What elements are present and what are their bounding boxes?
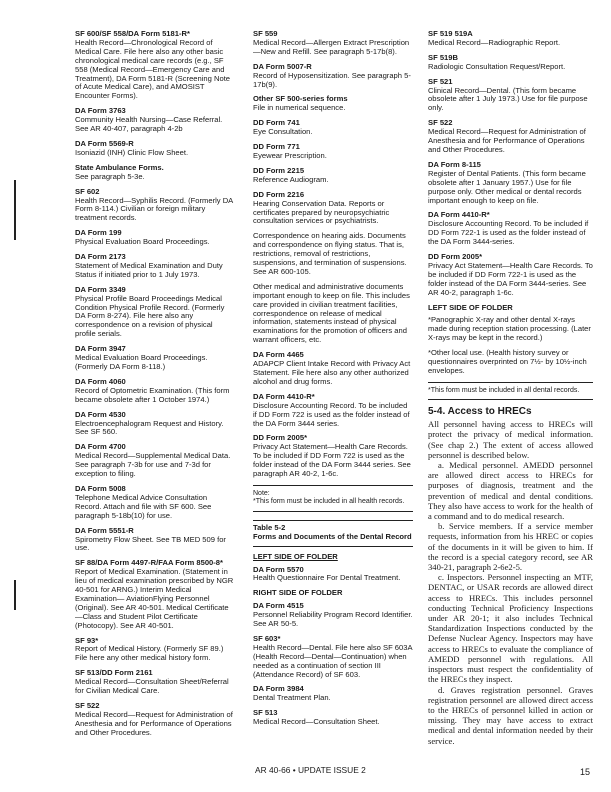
- form-description: Report of Medical History. (Formerly SF 89.) File here any other medical history form.: [75, 644, 224, 663]
- form-id: DA Form 4465: [253, 350, 304, 360]
- form-id: DA Form 5570: [253, 564, 304, 574]
- form-description: Spirometry Flow Sheet. See TB MED 509 for use.: [75, 534, 226, 553]
- form-description: Medical Record—Allergen Extract Prescription—New and Refill. See paragraph 5-17b(8).: [253, 37, 410, 56]
- section-paragraph: All personnel having access to HRECs will protect the privacy of medical information. (See chap 2.) The extent of access allowed personnel is described below.: [428, 419, 593, 460]
- form-id: DD Form 2215: [253, 165, 305, 175]
- column-left: [75, 30, 235, 744]
- form-description: Clinical Record—Dental. (This form became obsolete after 1 July 1973.) Use for file purpose only.: [428, 85, 588, 113]
- table-number: Table 5-2: [253, 522, 286, 532]
- form-description: Medical Record—Supplemental Medical Data. See paragraph 7-3b for use and 7-3d for exception to filing.: [75, 451, 231, 479]
- form-entry: [428, 253, 593, 298]
- form-entry: [428, 30, 593, 48]
- form-id: DA Form 5007-R: [253, 61, 312, 71]
- form-id: SF 519 519A: [428, 29, 473, 38]
- form-entry: [253, 95, 413, 113]
- form-description: Record of Optometric Examination. (This form became obsolete after 1 October 1974.): [75, 385, 230, 404]
- form-entry: [253, 63, 413, 90]
- form-id: DD Form 771: [253, 142, 300, 152]
- form-entry: [75, 378, 235, 405]
- section-heading: 5-4. Access to HRECs: [428, 406, 532, 418]
- form-id: Other SF 500-series forms: [253, 94, 348, 104]
- form-id: DA Form 4410-R*: [253, 391, 315, 401]
- form-description: Hearing Conservation Data. Reports or certificates prepared by neuropsychiatric consultation services or psychiatrists.: [253, 198, 390, 226]
- section-paragraph: b. Service members. If a service member requests, information from his HREC or copies of the documents in it will be given to him. If the record is a special category record, see AR 340-21, paragraph 2-6e2-5.: [428, 521, 593, 573]
- form-entry: [253, 351, 413, 387]
- form-entry: [428, 54, 593, 72]
- form-description: Other medical and administrative documents important enough to keep on file. This includes care provided in civilian treatment facilities, correspondence on release of medical information, statements instead of physical examinations for the promotion of officers and warrant officers, etc.: [253, 281, 410, 345]
- note-label: Note:: [253, 489, 270, 497]
- table-caption: [253, 520, 413, 542]
- form-entry: [253, 191, 413, 227]
- left-side-label: LEFT SIDE OF FOLDER: [428, 302, 513, 312]
- form-id: DA Form 4410-R*: [428, 210, 490, 220]
- form-entry: [75, 443, 235, 479]
- form-description: Physical Evaluation Board Proceedings.: [75, 237, 210, 247]
- form-id: DA Form 3349: [75, 284, 126, 294]
- form-description: Disclosure Accounting Record. To be included if DD Form 722-1 is used as the folder instead of the DA Form 3444-series.: [428, 219, 589, 247]
- form-description: Health Questionnaire For Dental Treatment.: [253, 573, 401, 583]
- form-id: SF 93*: [75, 635, 99, 645]
- form-id: SF 603*: [253, 633, 281, 643]
- form-description: Medical Record—Consultation Sheet.: [253, 717, 380, 727]
- form-description: File in numerical sequence.: [253, 103, 346, 113]
- form-entry: [75, 286, 235, 339]
- note-text: *This form must be included in all health records.: [253, 498, 405, 506]
- form-description: Correspondence on hearing aids. Documents and correspondence on flying status. That is, restrictions, removal of restrictions, suspensions, and termination of suspensions. See AR 600-105.: [253, 231, 407, 276]
- form-entry: [75, 140, 235, 158]
- form-id: DA Form 199: [75, 228, 122, 238]
- form-entry: [253, 232, 413, 277]
- form-description: Health Record—Dental. File here also SF 603A (Health Record—Dental—Continuation) when needed as a continuation of section III (Attendance Record) of SF 603.: [253, 642, 413, 679]
- form-description: Medical Record—Consultation Sheet/Referral for Civilian Medical Care.: [75, 677, 229, 696]
- page-footer: AR 40-66 • UPDATE ISSUE 2: [255, 765, 366, 775]
- column-middle: [253, 30, 413, 733]
- section-paragraph: a. Medical personnel. AMEDD personnel are allowed direct access to HRECs for purposes of diagnosis, treatment and the prevention of medical and dental conditions. They also have access to work for the health of a command and to do medical research.: [428, 460, 593, 522]
- form-id: DA Form 2173: [75, 252, 126, 262]
- form-id: DA Form 3947: [75, 344, 126, 354]
- form-entry: [75, 345, 235, 372]
- form-entry: [253, 685, 413, 703]
- form-description: Medical Record—Request for Administration of Anesthesia and for Performance of Operations and Other Procedures.: [428, 127, 586, 154]
- binder-mark: [14, 580, 16, 610]
- form-id: SF 519B: [428, 52, 458, 62]
- form-entry: [75, 30, 235, 101]
- form-entry: [253, 167, 413, 185]
- form-entry: [75, 164, 235, 182]
- binder-mark: [14, 180, 16, 240]
- form-id: SF 522: [428, 118, 453, 128]
- form-description: Electroencephalogram Request and History. See SF 560.: [75, 418, 224, 437]
- form-entry: [253, 566, 413, 584]
- note-text: *This form must be included in all dental records.: [428, 386, 580, 394]
- form-id: DA Form 3984: [253, 684, 304, 694]
- form-description: Medical Record—Request for Administration of Anesthesia and for Performance of Operations and Other Procedures.: [75, 709, 233, 737]
- form-id: SF 522: [75, 701, 100, 710]
- form-entry: [75, 229, 235, 247]
- form-entry: [75, 188, 235, 224]
- form-description: Statement of Medical Examination and Duty Status if initiated prior to 1 July 1973.: [75, 260, 223, 279]
- form-id: DA Form 5008: [75, 483, 126, 493]
- list-item: *Other local use. (Health history survey or questionnaires overprinted on 7½- by 10½-inch envelopes.: [428, 348, 587, 375]
- form-description: See paragraph 5-3e.: [75, 171, 145, 181]
- left-side-label: LEFT SIDE OF FOLDER: [253, 551, 338, 561]
- note-box: [253, 485, 413, 512]
- form-id: SF 521: [428, 76, 453, 86]
- column-right: [428, 30, 593, 746]
- form-id: DA Form 4700: [75, 442, 126, 452]
- form-description: Eye Consultation.: [253, 127, 313, 137]
- form-id: SF 602: [75, 186, 100, 196]
- form-id: DA Form 4515: [253, 601, 304, 611]
- form-id: DA Form 4060: [75, 376, 126, 386]
- form-description: Privacy Act Statement—Health Care Records. To be included if DD Form 722 is used as the folder instead of the DA Form 3444 series. See paragraph AR 40-2, 1-6c.: [253, 442, 411, 479]
- form-id: SF 559: [253, 29, 278, 38]
- page-number: 15: [580, 767, 591, 777]
- form-entry: [253, 635, 413, 680]
- table-title: Forms and Documents of the Dental Record: [253, 531, 412, 541]
- form-entry: [253, 602, 413, 629]
- form-description: Reference Audiogram.: [253, 174, 329, 184]
- form-entry: [75, 637, 235, 664]
- form-entry: [75, 253, 235, 280]
- form-id: DA Form 8-115: [428, 159, 481, 169]
- form-entry: [75, 527, 235, 554]
- form-description: Disclosure Accounting Record. To be included if DD Form 722 is used as the folder instead of the DA Form 3444 series.: [253, 400, 410, 428]
- section-body: [428, 419, 593, 746]
- form-entry: [75, 485, 235, 521]
- form-entry: [253, 709, 413, 727]
- form-id: DA Form 3763: [75, 106, 126, 116]
- form-entry: [75, 669, 235, 696]
- form-entry: [253, 119, 413, 137]
- form-description: Record of Hyposensitization. See paragraph 5-17b(9).: [253, 70, 411, 89]
- form-entry: [75, 702, 235, 738]
- form-id: SF 513: [253, 708, 278, 718]
- form-description: ADAPCP Client Intake Record with Privacy Act Statement. File here also any other authorized alcohol and drug forms.: [253, 359, 411, 386]
- form-entry: [428, 119, 593, 155]
- form-id: SF 88/DA Form 4497-R/FAA Form 8500-8*: [75, 558, 223, 568]
- form-description: Health Record—Syphilis Record. (Formerly DA Form 8-114.) Civilian or foreign military treatment records.: [75, 195, 233, 223]
- form-id: SF 513/DD Form 2161: [75, 668, 153, 678]
- form-entry: [253, 30, 413, 57]
- form-id: State Ambulance Forms.: [75, 162, 164, 172]
- form-description: Medical Record—Radiographic Report.: [428, 37, 561, 47]
- form-entry: [428, 161, 593, 206]
- form-entry: [253, 143, 413, 161]
- form-id: DD Form 741: [253, 118, 300, 128]
- list-item: *Panographic X-ray and other dental X-rays made during reception station processing. (Later X-rays may be kept in the record.): [428, 315, 591, 343]
- form-description: Personnel Reliability Program Record Identifier. See AR 50-5.: [253, 610, 413, 629]
- form-id: DD Form 2005*: [253, 433, 308, 443]
- form-entry: [428, 211, 593, 247]
- form-entry: [253, 434, 413, 479]
- form-description: Radiologic Consultation Request/Report.: [428, 61, 566, 71]
- section-paragraph: c. Inspectors. Personnel inspecting an MTF, DENTAC, or USAR records are allowed direct access to HRECs. This includes personnel conducting Technical Proficiency Inspections under AR 20-1; it also includes Technical Standardization Inspections conducted by the Defense Nuclear Agency. Inspectors may have access to HRECs to evaluate the compliance of AMEDD personnel with regulations. All inspectors must respect the confidentiality of the HRECs they inspect.: [428, 572, 593, 685]
- section-paragraph: d. Graves registration personnel. Graves registration personnel are allowed direct access to the HRECs of personnel killed in action or missing. They may have access to extract medical and dental information needed by their service.: [428, 684, 593, 746]
- form-description: Community Health Nursing—Case Referral. See AR 40-407, paragraph 4-2b: [75, 115, 223, 134]
- form-entry: [253, 393, 413, 429]
- form-entry: [75, 411, 235, 438]
- form-description: Eyewear Prescription.: [253, 150, 327, 160]
- right-side-label: RIGHT SIDE OF FOLDER: [253, 588, 343, 598]
- form-description: Health Record—Chronological Record of Medical Care. File here also any other basic chronological medical care records (e.g., SF 558 (Medical Record—Emergency Care and Treatment), DA Form 5181-R (Screening Note of Acute Medical Care), and AMOSIST Encounter Forms).: [75, 37, 231, 101]
- form-description: Privacy Act Statement—Health Care Records. To be included if DD Form 722-1 is used as the folder instead of the DA Form 3444-series. See AR 40-2, paragraph 1-6c.: [428, 260, 593, 297]
- form-id: DA Form 5569-R: [75, 138, 134, 148]
- form-description: Medical Evaluation Board Proceedings. (Formerly DA Form 8-118.): [75, 353, 208, 371]
- form-id: DD Form 2216: [253, 189, 305, 199]
- form-description: Report of Medical Examination. (Statement in lieu of medical examination prescribed by NGR 40-501 for ARNG.) Interim Medical Examination— AviationFlying Personnel (Original). See AR 40-501. Medical Certificate—Class and Student Pilot Certificate (Photocopy). See AR 40-501.: [75, 567, 234, 630]
- form-entry: [428, 78, 593, 114]
- form-id: DD Form 2005*: [428, 252, 483, 262]
- form-id: SF 600/SF 558/DA Form 5181-R*: [75, 29, 190, 38]
- form-entry: [75, 107, 235, 134]
- form-description: Isoniazid (INH) Clinic Flow Sheet.: [75, 147, 189, 157]
- form-entry: [253, 283, 413, 345]
- form-description: Telephone Medical Advice Consultation Record. Attach and file with SF 600. See paragraph 5-18b(10) for use.: [75, 492, 212, 520]
- note-box: [428, 382, 593, 400]
- form-entry: [75, 559, 235, 630]
- form-id: DA Form 4530: [75, 409, 126, 419]
- form-description: Register of Dental Patients. (This form became obsolete after 1 January 1957.) Use for file purpose only. Other medical or dental records important enough to keep on file.: [428, 168, 586, 205]
- form-id: DA Form 5551-R: [75, 525, 134, 535]
- form-description: Dental Treatment Plan.: [253, 693, 331, 703]
- form-description: Physical Profile Board Proceedings Medical Condition Physical Profile Record. (Formerly DA Form 8-274). File here also any correspondence on a revision of physical profile serials.: [75, 293, 225, 339]
